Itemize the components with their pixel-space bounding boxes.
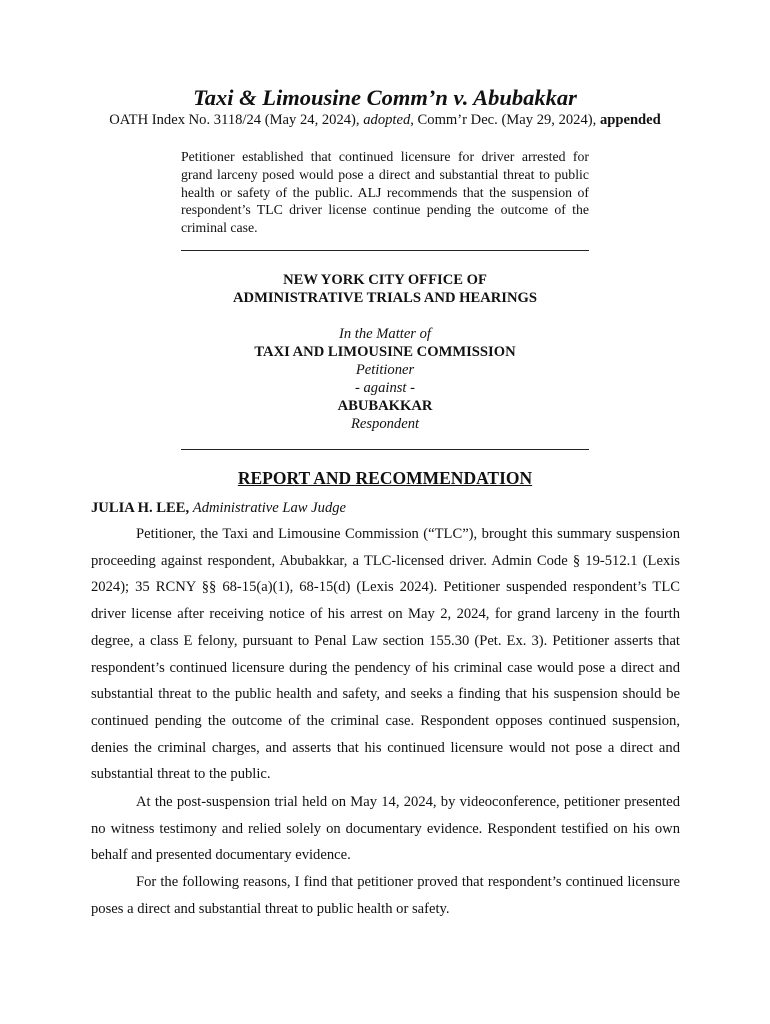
petitioner-name: TAXI AND LIMOUSINE COMMISSION (254, 344, 516, 360)
case-caption (0, 325, 770, 433)
agency-name (0, 271, 770, 307)
headnote: Petitioner established that continued licensure for driver arrested for grand larceny posed would pose a direct and substantial threat to public health or safety of the public. ALJ recommends that the suspension of respondent’s TLC driver license continue pending the outcome of the criminal case. (181, 149, 589, 236)
caption-divider (181, 449, 589, 450)
report-paragraph-3 (91, 869, 680, 922)
paragraph-text: At the post-suspension trial held on May 14, 2024, by videoconference, petitioner presented no witness testimony and relied solely on documentary evidence. Respondent testified on his own behalf and presented documentary evidence. (91, 794, 680, 864)
agency-line-1: NEW YORK CITY OFFICE OF (283, 272, 487, 288)
judge-name: JULIA H. LEE, (91, 500, 190, 516)
respondent-name: ABUBAKKAR (337, 398, 433, 414)
citation-index: OATH Index No. 3118/24 (May 24, 2024), (109, 112, 364, 128)
agency-line-2: ADMINISTRATIVE TRIALS AND HEARINGS (233, 290, 537, 306)
judge-title: Administrative Law Judge (192, 500, 347, 516)
citation-decision: , Comm’r Dec. (May 29, 2024), (410, 112, 600, 128)
respondent-label: Respondent (350, 416, 420, 432)
paragraph-text: For the following reasons, I find that petitioner proved that respondent’s continued licensure poses a direct and substantial threat to public health or safety. (91, 874, 680, 917)
case-title: Taxi & Limousine Comm’n v. Abubakkar (193, 85, 577, 110)
paragraph-text: Petitioner, the Taxi and Limousine Commission (“TLC”), brought this summary suspension proceeding against respondent, Abubakkar, a TLC-licensed driver. Admin Code § 19-512.1 (Lexis 2024); 35 RCNY §§ 68-15(a)(1), 68-15(d) (Lexis 2024). Petitioner suspended respondent’s TLC driver license after receiving notice of his arrest on May 2, 2024, for grand larceny in the fourth degree, a class E felony, pursuant to Penal Law section 155.30 (Pet. Ex. 3). Petitioner asserts that respondent’s continued licensure during the pendency of his criminal case would pose a direct and substantial threat to the public health and safety, and seeks a finding that his suspension should be continued pending the outcome of the criminal case. Respondent opposes continued suspension, denies the criminal charges, and asserts that his continued licensure would not pose a direct and substantial threat to the public. (91, 526, 680, 783)
in-the-matter-of: In the Matter of (338, 326, 431, 342)
case-citation (0, 111, 770, 129)
citation-appended: appended (599, 112, 661, 128)
report-paragraph-1 (91, 521, 680, 788)
report-paragraph-2 (91, 789, 680, 869)
against-label: - against - (355, 380, 415, 396)
judge-line (91, 499, 346, 517)
citation-adopted: adopted (363, 112, 411, 128)
petitioner-label: Petitioner (355, 362, 415, 378)
headnote-divider (181, 250, 589, 251)
report-title: REPORT AND RECOMMENDATION (237, 468, 533, 488)
